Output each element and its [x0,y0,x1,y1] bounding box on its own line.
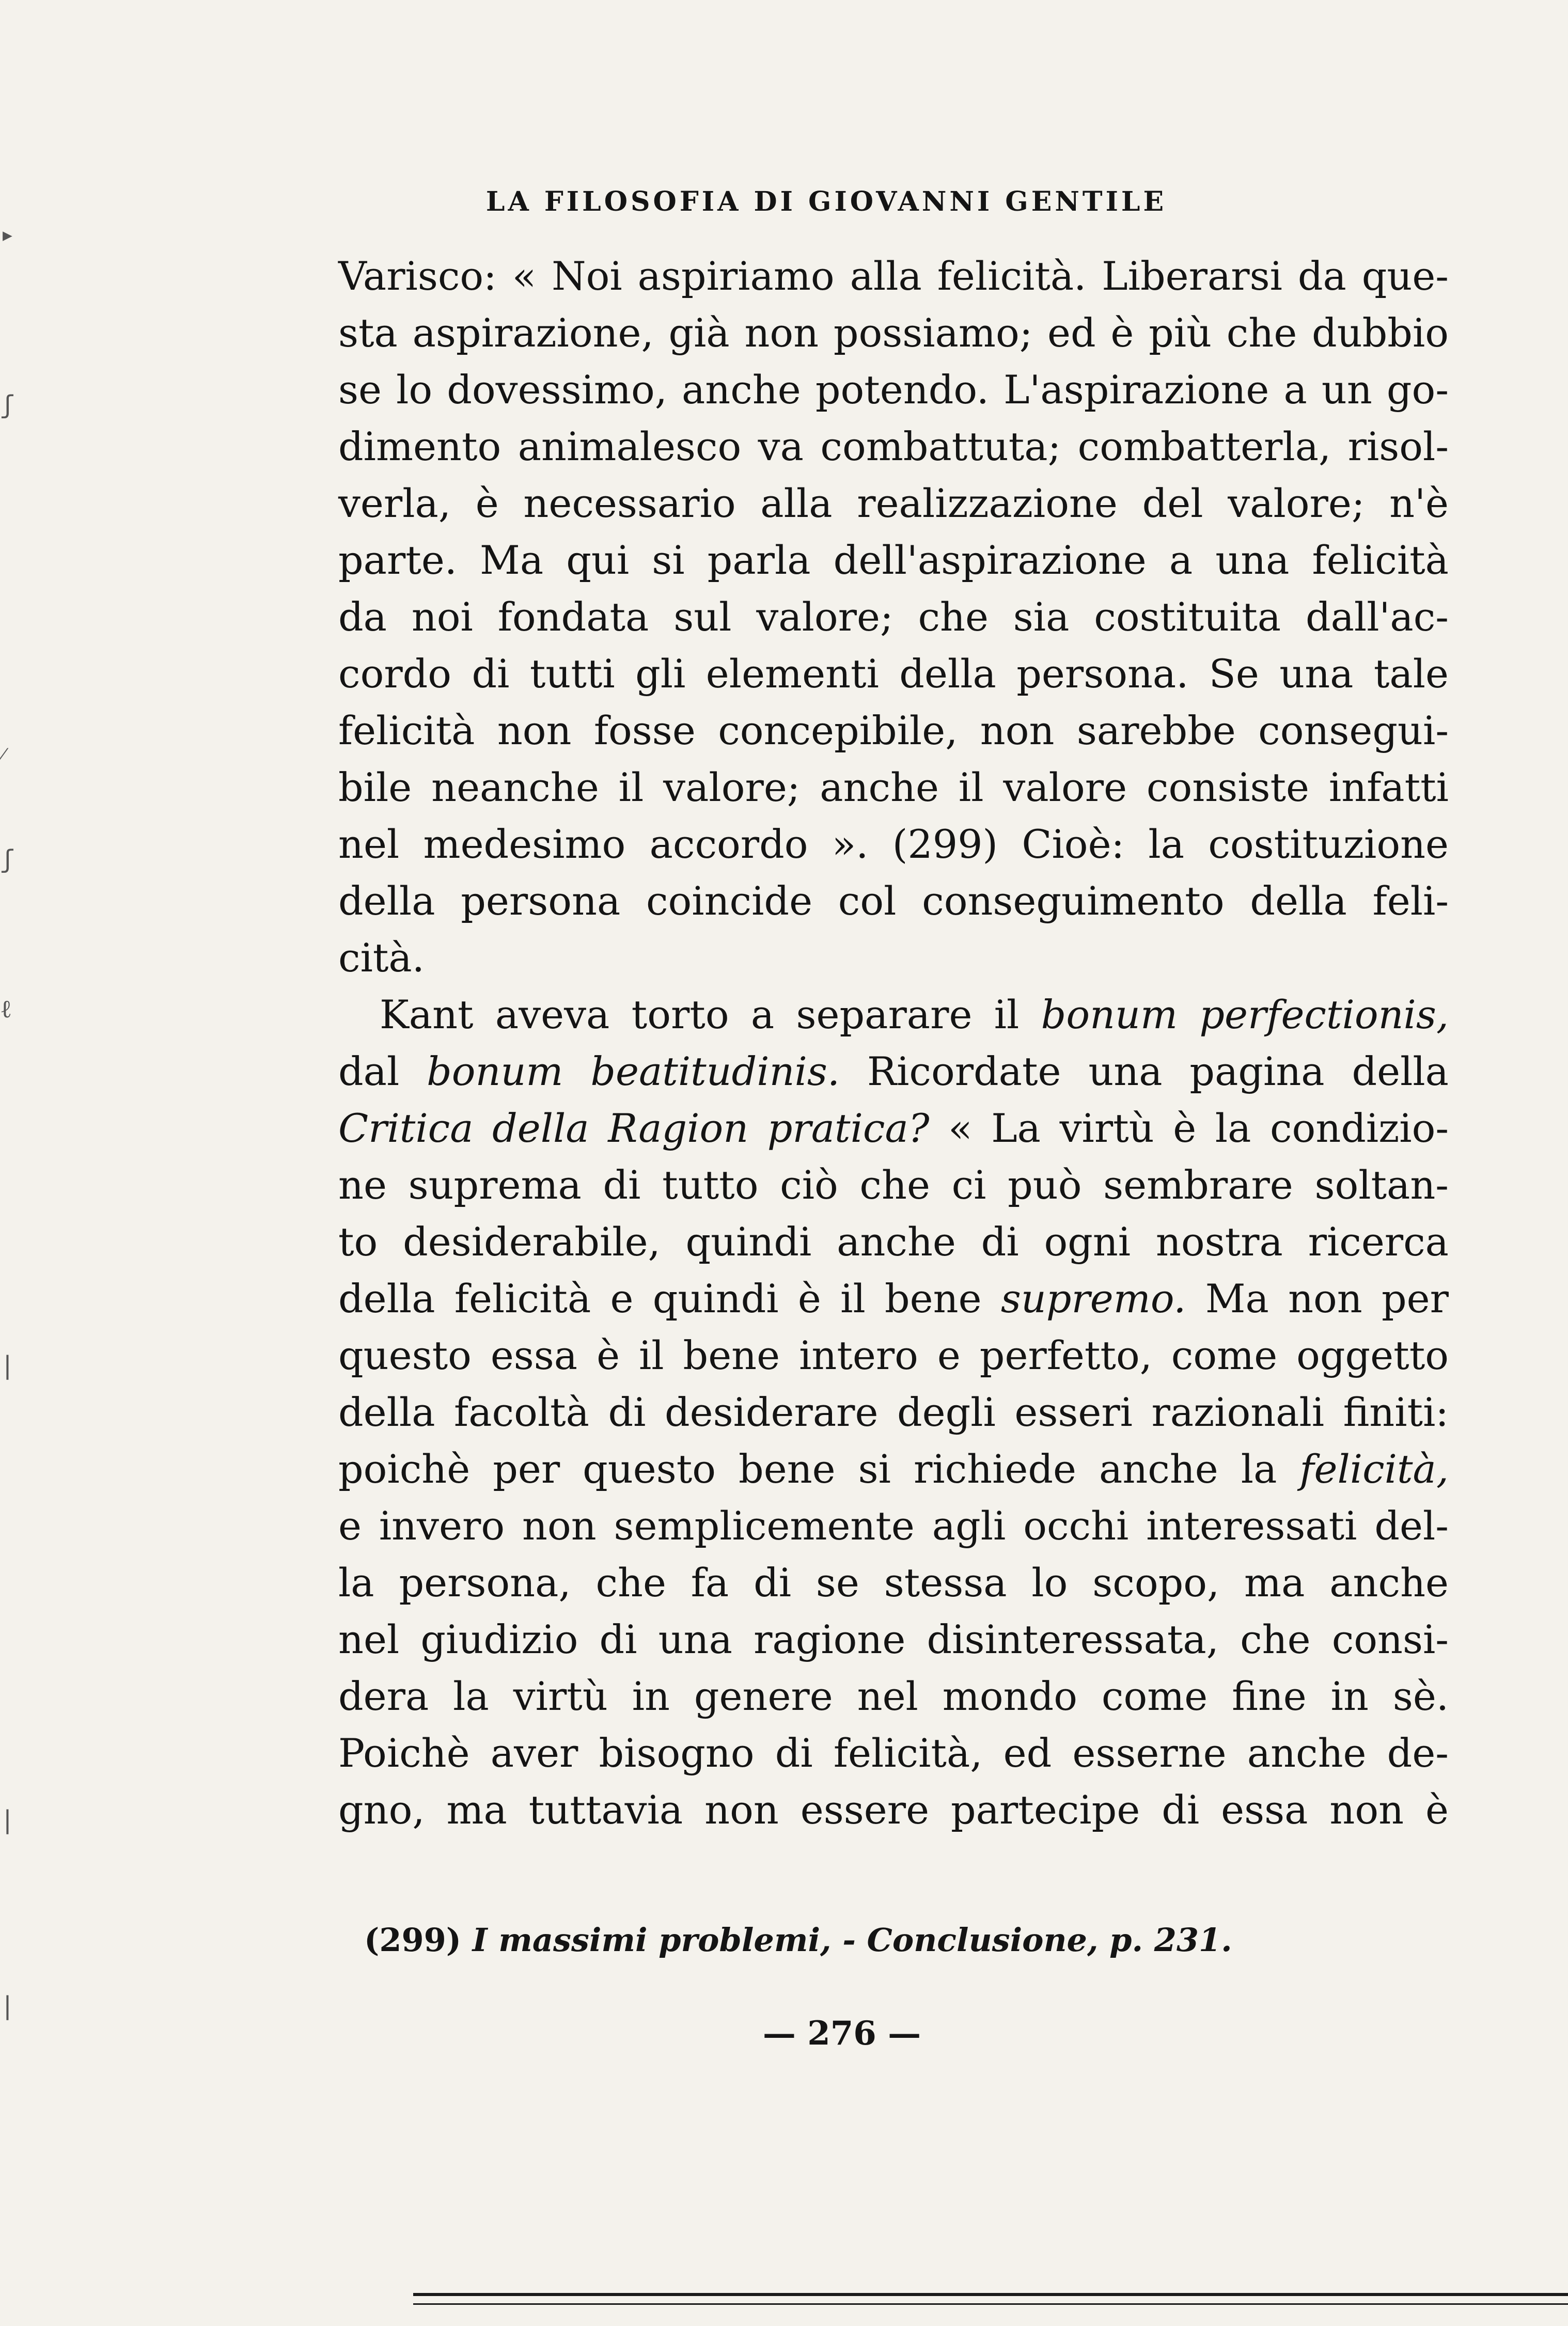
text-line: gno, ma tuttavia non essere partecipe di essa non è [338,1787,1449,1833]
footnote-section: - Conclusione, [831,1921,1099,1959]
text-line: la persona, che fa di se stessa lo scopo, ma anche [338,1560,1449,1606]
text-line: nel giudizio di una ragione disinteressata, che consi- [338,1616,1449,1662]
text-line: Varisco: « Noi aspiriamo alla felicità. Liberarsi da que- [338,253,1449,299]
text-line: se lo dovessimo, anche potendo. L'aspirazione a un go- [338,367,1449,413]
margin-mark: | [0,1805,15,1834]
text-line: bile neanche il valore; anche il valore consiste infatti [338,764,1449,810]
footnote-title: I massimi problemi, [461,1921,832,1959]
body-text [338,248,1449,1838]
text-run: « La virtù è la condizio- [929,1105,1449,1151]
text-line: della persona coincide col conseguimento della feli- [338,878,1449,924]
text-line: verla, è necessario alla realizzazione del valore; n'è [338,480,1449,526]
running-head: LA FILOSOFIA DI GIOVANNI GENTILE [485,186,1167,217]
text-line: felicità non fosse concepibile, non sarebbe consegui- [338,708,1449,753]
text-line: nel medesimo accordo ». (299) Cioè: la costituzione [338,821,1449,867]
text-line: to desiderabile, quindi anche di ogni nostra ricerca [338,1219,1449,1265]
footnote-page: p. 231. [1098,1921,1232,1959]
text-line: Poichè aver bisogno di felicità, ed esserne anche de- [338,1730,1449,1776]
text-run: della felicità e quindi è il bene [338,1276,1001,1322]
margin-mark: ⁄ [0,742,5,771]
italic-run: Critica della Ragion pratica? [338,1105,930,1151]
text-line: questo essa è il bene intero e perfetto, come oggetto [338,1332,1449,1378]
page-number: — 276 — [762,2014,921,2053]
text-line: da noi fondata sul valore; che sia costituita dall'ac- [338,594,1449,640]
margin-mark: ʃ [0,390,15,419]
text-line [338,1441,1449,1498]
margin-mark: ʃ [0,845,15,874]
footnote-number: (299) [364,1921,462,1959]
text-line: parte. Ma qui si parla dell'aspirazione a una felicità [338,537,1449,583]
italic-run: supremo. [1000,1276,1186,1322]
italic-run: bonum beatitudinis. [427,1048,840,1094]
text-line [338,1100,1449,1157]
text-line: della facoltà di desiderare degli esseri razionali finiti: [338,1389,1449,1435]
text-run: Ricordate una pagina della [840,1048,1449,1094]
text-line: e invero non semplicemente agli occhi interessati del- [338,1503,1449,1549]
bottom-rule [413,2293,1568,2296]
text-line: dimento animalesco va combattuta; combatterla, risol- [338,423,1449,469]
text-run: dal [338,1048,427,1094]
text-run: Ma non per [1186,1276,1449,1322]
text-run: Kant aveva torto a separare il [380,992,1041,1038]
italic-run: felicità, [1299,1446,1449,1492]
italic-run: bonum perfectionis, [1041,992,1449,1038]
margin-mark: | [0,1991,15,2020]
text-line: ne suprema di tutto ciò che ci può sembrare soltan- [338,1162,1449,1208]
text-line [338,1043,1449,1100]
margin-mark: | [0,1351,15,1380]
text-line: cordo di tutti gli elementi della persona. Se una tale [338,651,1449,697]
footnote [364,1921,1449,1959]
bottom-rule [413,2303,1568,2305]
text-line: sta aspirazione, già non possiamo; ed è più che dubbio [338,310,1449,356]
text-line: dera la virtù in genere nel mondo come fine in sè. [338,1673,1449,1719]
text-line [338,986,1449,1043]
margin-mark: ℓ [0,995,12,1024]
text-line [338,1270,1449,1327]
text-line: cità. [338,935,425,981]
margin-mark: ▸ [0,220,15,249]
text-run: poichè per questo bene si richiede anche la [338,1446,1300,1492]
